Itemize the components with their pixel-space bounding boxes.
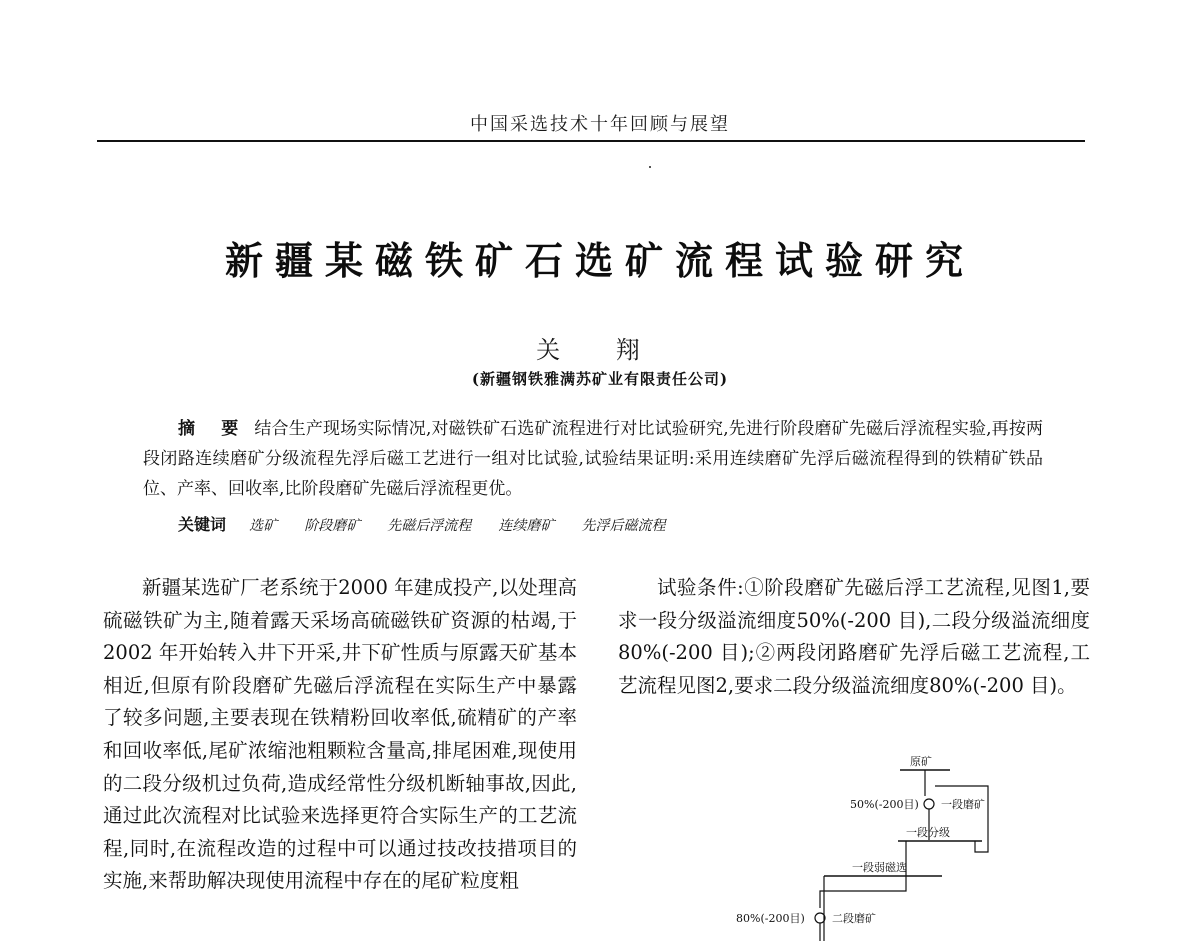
keyword: 连续磨矿 [498,518,555,534]
abstract-text: 结合生产现场实际情况,对磁铁矿石选矿流程进行对比试验研究,先进行阶段磨矿先磁后浮流程实验,再按两段闭路连续磨矿分级流程先浮后磁工艺进行一组对比试验,试验结果证明:采用连续磨矿先浮后磁流程得到的铁精矿铁品位、产率、回收率,比阶段磨矿先磁后浮流程更优。 [143,419,1043,499]
author-affiliation: (新疆钢铁雅满苏矿业有限责任公司) [471,370,729,388]
stage1-mill-symbol [924,799,934,809]
keywords-label: 关键词 [178,515,227,534]
stage1-classification-label: 一段分级 [906,826,950,839]
keyword: 阶段磨矿 [304,518,361,534]
abstract [143,414,1043,504]
stage2-grinding-label: 二段磨矿 [832,912,876,925]
stage1-return-loop [935,786,988,852]
author-name: 关 翔 [536,336,664,364]
abstract-label: 摘 要 [178,419,249,439]
keyword: 选矿 [249,518,278,534]
keyword: 先浮后磁流程 [581,518,666,534]
running-header: 中国采选技术十年回顾与展望 [470,114,730,135]
header-rule [97,140,1085,142]
stage1-grinding-label: 一段磨矿 [941,798,985,811]
stage2-fineness-label: 80%(-200目) [736,912,805,925]
keyword: 先磁后浮流程 [387,518,472,534]
keywords [178,512,687,535]
scan-speck [649,166,651,168]
body-left-column: 新疆某选矿厂老系统于2000 年建成投产,以处理高硫磁铁矿为主,随着露天采场高硫磁铁矿资源的枯竭,于2002 年开始转入井下开采,井下矿性质与原露天矿基本相近,但原有阶段磨矿先磁后浮流程在实际生产中暴露了较多问题,主要表现在铁精粉回收率低,硫精矿的产率和回收率低,尾矿浓缩池粗颗粒含量高,排尾困难,现使用的二段分级机过负荷,造成经常性分级机断轴事故,因此,通过此次流程对比试验来选择更符合实际生产的工艺流程,同时,在流程改造的过程中可以通过技改技措项目的实施,来帮助解决现使用流程中存在的尾矿粒度粗 [103,576,577,893]
stage1-fineness-label: 50%(-200目) [850,798,919,811]
flowsheet-figure [720,748,1030,941]
raw-ore-label: 原矿 [910,755,932,768]
body-right-column: 试验条件:①阶段磨矿先磁后浮工艺流程,见图1,要求一段分级溢流细度50%(-200 目),二段分级溢流细度80%(-200 目);②两段闭路磨矿先浮后磁工艺流程,工艺流程见图2,要求二段分级溢流细度80%(-200 目)。 [618,576,1090,697]
stage1-magnetic-label: 一段弱磁选 [852,861,907,874]
stage2-feed-line [820,876,906,908]
article-title: 新疆某磁铁矿石选矿流程试验研究 [224,238,975,283]
